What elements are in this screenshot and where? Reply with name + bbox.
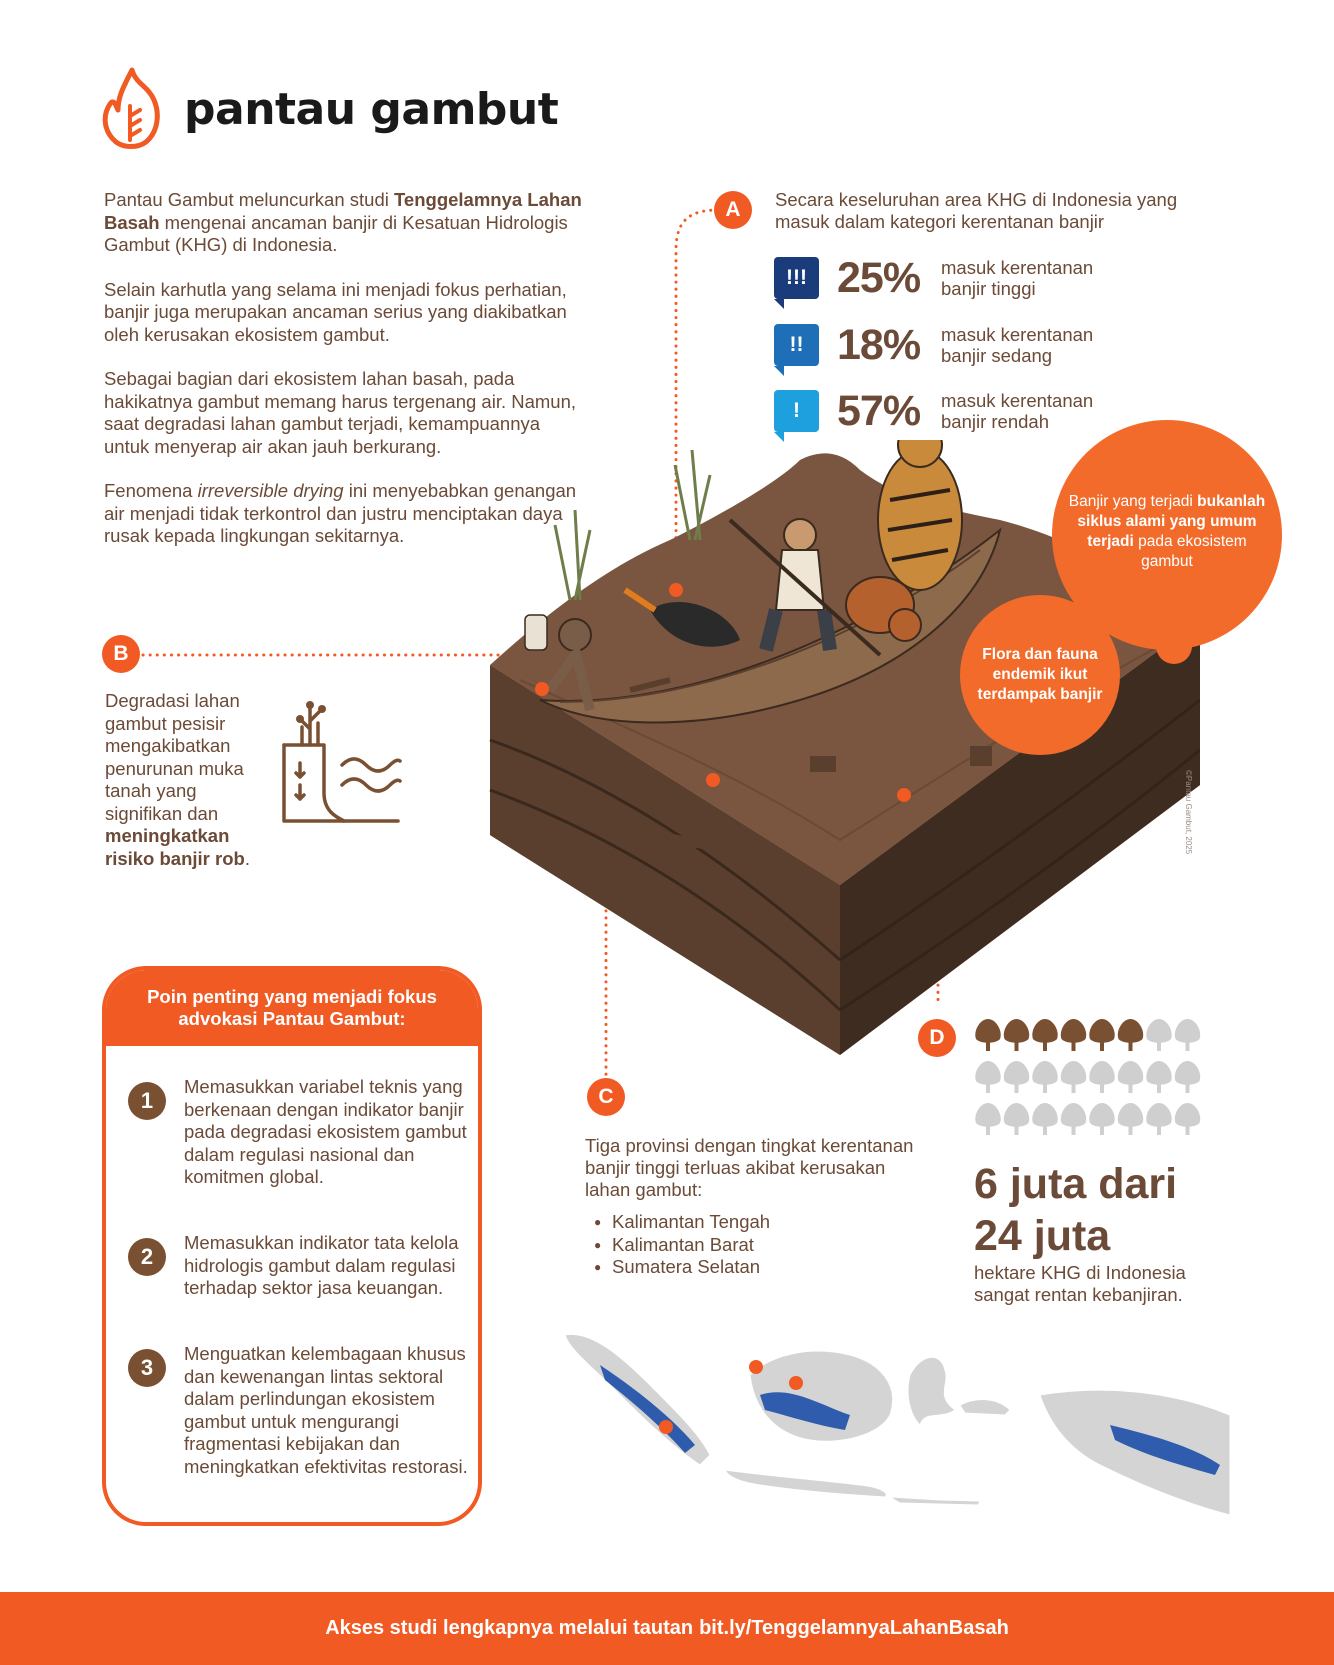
marker-d: D [918,1019,956,1057]
tree-icon [1146,1019,1171,1051]
tree-icon [1061,1019,1086,1051]
tree-icon [1032,1019,1057,1051]
tree-icon [1061,1061,1086,1093]
intro-text: Pantau Gambut meluncurkan studi Tenggelamnya Lahan Basah mengenai ancaman banjir di Kesatuan Hidrologis Gambut (KHG) di Indonesia. Selain karhutla yang selama ini menjadi fokus perhatian, banjir juga merupakan ancaman serius yang diakibatkan oleh kerusakan ekosistem gambut. Sebagai bagian dari ekosistem lahan basah, pada hakikatnya gambut memang harus tergenang air. Namun, saat degradasi lahan gambut terjadi, kemampuannya untuk menyerap air akan jauh berkurang. Fenomena irreversible drying ini menyebabkan genangan air menjadi tidak terkontrol dan justru menciptakan daya rusak kepada lingkungan sekitarnya. [104,189,584,570]
tree-icon [1118,1061,1143,1093]
section-b-text: Degradasi lahan gambut pesisir mengakibatkan penurunan muka tanah yang signifikan dan meningkatkan risiko banjir rob. [105,690,250,869]
tree-icon [1175,1061,1200,1093]
tree-pictogram [974,1015,1204,1145]
advocacy-item [128,1076,473,1189]
tree-icon [1004,1019,1029,1051]
alert-medium-icon: !! [774,324,819,366]
tree-icon [975,1103,1000,1135]
footer-text: Akses studi lengkapnya melalui tautan [325,1617,694,1639]
tree-icon [1089,1103,1114,1135]
hectare-subtext: hektare KHG di Indonesia sangat rentan kebanjiran. [974,1262,1186,1305]
alert-low-icon: ! [774,390,819,432]
stat-label: masuk kerentanan banjir rendah [941,390,1094,432]
advocacy-box [102,966,482,1526]
advocacy-item [128,1343,473,1478]
stat-label: masuk kerentanan banjir sedang [941,324,1094,366]
stat-row-low [774,382,1174,440]
intro-paragraph: Sebagai bagian dari ekosistem lahan basah, pada hakikatnya gambut memang harus tergenang air. Namun, saat degradasi lahan gambut terjadi, kemampuannya untuk menyerap air akan jauh berkurang. [104,368,577,457]
marker-dot [897,788,911,802]
tree-icon [975,1019,1000,1051]
tree-icon [1089,1019,1114,1051]
province-item: ● Kalimantan Tengah [612,1211,770,1234]
stat-row-high [774,249,1174,307]
marker-dot [535,682,549,696]
province-list [612,1211,770,1279]
map-pin-icon [659,1420,673,1434]
advocacy-item-text: Memasukkan variabel teknis yang berkenaan dengan indikator banjir pada degradasi ekosistem gambut dalam regulasi nasional dan komitmen global. [184,1076,467,1187]
flood-callout-bubble: Banjir yang terjadi bukanlah siklus alami yang umum terjadi pada ekosistem gambut [1052,420,1282,650]
marker-a: A [714,191,752,229]
tree-icon [1032,1061,1057,1093]
advocacy-item-text: Menguatkan kelembagaan khusus dan kewenangan lintas sektoral dalam perlindungan ekosistem gambut untuk mengurangi fragmentasi kebijakan dan meningkatkan efektivitas restorasi. [184,1343,468,1477]
footer-banner [0,1592,1334,1665]
hectare-headline: 6 juta dari 24 juta [974,1160,1178,1260]
province-item: ● Kalimantan Barat [612,1234,770,1257]
tree-icon [1089,1061,1114,1093]
stat-percentage: 18% [837,320,921,369]
land-subsidence-icon [280,693,405,825]
section-a-title: Secara keseluruhan area KHG di Indonesia yang masuk dalam kategori kerentanan banjir [775,189,1178,232]
alert-high-icon: !!! [774,257,819,299]
map-pin-icon [789,1376,803,1390]
advocacy-header: Poin penting yang menjadi fokus advokasi Pantau Gambut: [106,970,478,1046]
tree-icon [1146,1103,1171,1135]
number-badge: 1 [128,1082,166,1120]
stat-label: masuk kerentanan banjir tinggi [941,257,1094,299]
advocacy-item-text: Memasukkan indikator tata kelola hidrologis gambut dalam regulasi terhadap sektor jasa keuangan. [184,1232,459,1298]
tree-icon [1061,1103,1086,1135]
tree-icon [975,1061,1000,1093]
tree-icon [1004,1061,1029,1093]
province-item: ● Sumatera Selatan [612,1256,770,1279]
indonesia-map [560,1315,1240,1545]
intro-paragraph: Selain karhutla yang selama ini menjadi fokus perhatian, banjir juga merupakan ancaman serius yang diakibatkan oleh kerusakan ekosistem gambut. [104,278,567,345]
advocacy-item [128,1232,473,1300]
marker-c: C [587,1078,625,1116]
marker-dot [706,773,720,787]
brand-name: pantau gambut [184,84,559,135]
tree-icon [1004,1103,1029,1135]
copyright-note: ©Pantau Gambut, 2025 [1184,770,1193,855]
flame-logo-icon [100,66,164,152]
number-badge: 2 [128,1238,166,1276]
stat-percentage: 25% [837,253,921,302]
tree-icon [1146,1061,1171,1093]
flora-fauna-bubble: Flora dan fauna endemik ikut terdampak banjir [960,595,1120,755]
small-orange-circle [1156,628,1192,664]
tree-icon [1118,1103,1143,1135]
marker-b: B [102,635,140,673]
section-c-text: Tiga provinsi dengan tingkat kerentanan banjir tinggi terluas akibat kerusakan lahan gambut: [585,1135,914,1200]
tree-icon [1118,1019,1143,1051]
tree-icon [1175,1019,1200,1051]
stat-row-medium [774,316,1174,374]
study-link[interactable]: bit.ly/TenggelamnyaLahanBasah [699,1617,1009,1639]
marker-dot [669,583,683,597]
number-badge: 3 [128,1349,166,1387]
tree-icon [1032,1103,1057,1135]
stat-percentage: 57% [837,386,921,435]
tree-icon [1175,1103,1200,1135]
map-pin-icon [749,1360,763,1374]
